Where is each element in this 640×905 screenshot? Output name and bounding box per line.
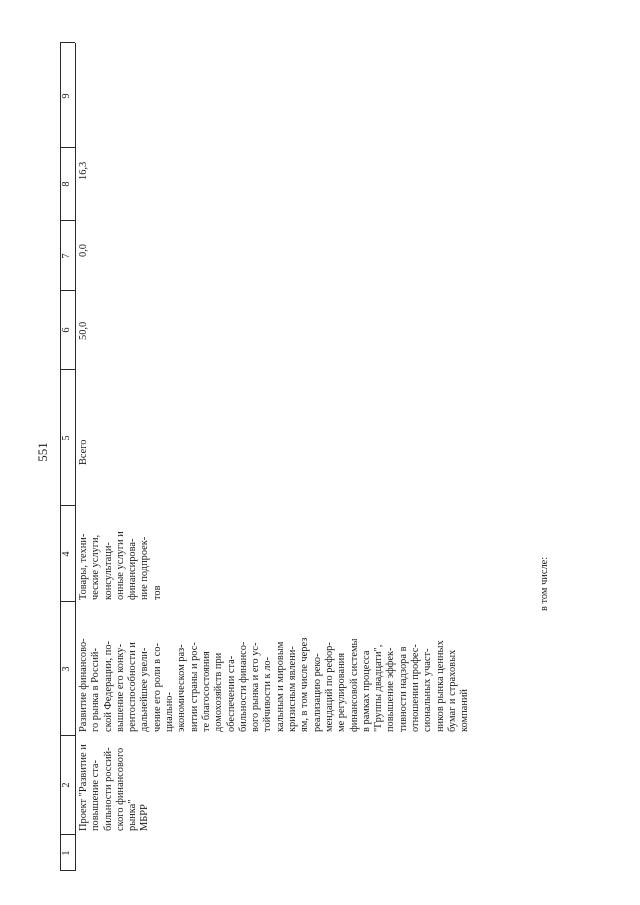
value-col8-cell: 16,3 (78, 161, 89, 180)
col-sep (60, 601, 75, 602)
col-sep (60, 834, 75, 835)
col-sep (60, 290, 75, 291)
col-sep (60, 735, 75, 736)
value-col7-cell: 0,0 (78, 244, 89, 257)
header-col-4: 4 (61, 551, 72, 557)
header-col-7: 7 (61, 253, 72, 259)
header-col-3: 3 (61, 666, 72, 672)
col-sep (60, 505, 75, 506)
col-sep (60, 220, 75, 221)
header-col-2: 2 (61, 782, 72, 788)
financing-items-cell: Товары, техни- ческие услуги, консультаци- онные услуги и финансирова- ние подпроек- тов (78, 531, 163, 600)
including-note: в том числе: (539, 556, 550, 611)
project-goal-cell: Развитие финансово- го рынка в Россий- ской Федерации, по- вышение его конку- рентоспособности и дальнейшее увели- чение его роли в со- циально- экономическом раз- витии страны и рос- те благосостояния домохозяйств при обеспечении ста- бильности финансо- вого рынка и его ус- тойчивости к ло- кальным и мировым кризисным явлени- ям, в том числе через реализацию реко- мендаций по рефор- ме регулирования финансовой системы в рамках процесса "Группы двадцати", повышение эффек- тивности надзора в отношении профес- сиональных участ- ников рынка ценных бумаг и страховых компаний (78, 637, 471, 732)
header-col-6: 6 (61, 327, 72, 333)
header-col-8: 8 (61, 181, 72, 187)
header-col-1: 1 (61, 850, 72, 856)
value-col6-cell: 50,0 (78, 321, 89, 340)
col-sep (60, 147, 75, 148)
rotated-table-page (60, 35, 580, 873)
table-top-rule (60, 43, 61, 871)
header-col-5: 5 (61, 435, 72, 441)
header-col-9: 9 (61, 93, 72, 99)
project-name-cell: Проект "Развитие и повышение ста- бильности россий- ского финансового рынка" МБРР (78, 744, 151, 831)
page-number: 551 (35, 442, 50, 462)
header-bottom-rule (75, 43, 76, 871)
col-sep (60, 870, 75, 871)
total-label-cell: Всего (78, 439, 89, 465)
col-sep (60, 42, 75, 43)
col-sep (60, 369, 75, 370)
